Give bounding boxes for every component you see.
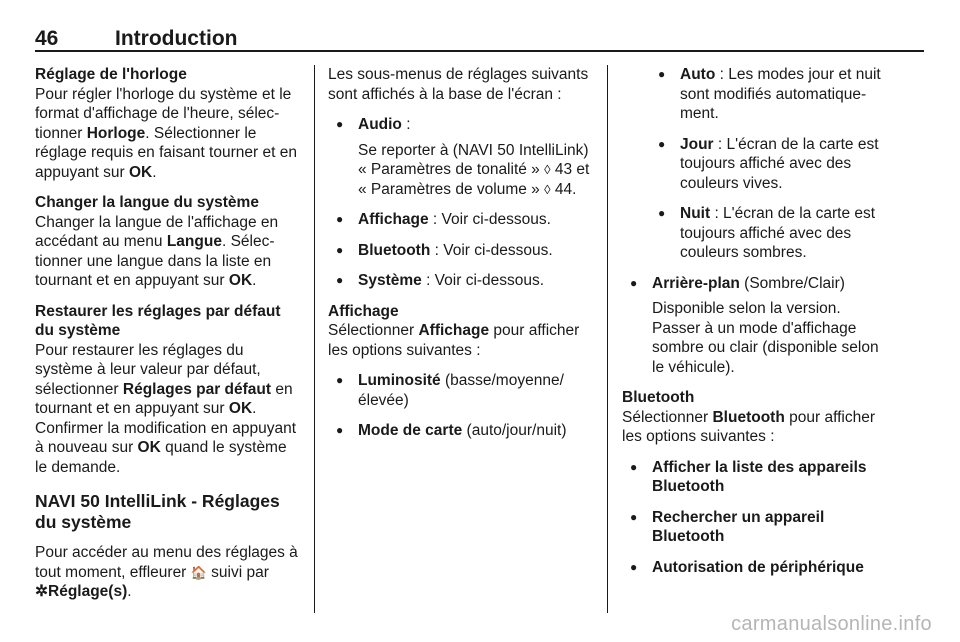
list-item: ● Rechercher un appareil Bluetooth [622,508,892,547]
column-1 [35,65,300,613]
chapter-title: Introduction [115,27,238,50]
section-title-language: Changer la langue du système [35,194,259,211]
header-rule [35,50,924,52]
submenu-list [328,115,596,291]
home-icon: 🏠 [190,564,207,580]
list-item: ● Nuit : L'écran de la carte est toujours affiché avec des couleurs sombres. [650,204,892,263]
column-2 [328,65,596,452]
column-3 [622,65,892,588]
paragraph-access-settings: Pour accéder au menu des réglages à tout moment, effleurer 🏠 suivi par ✲Réglage(s). [35,544,298,600]
list-item: ● Bluetooth : Voir ci-dessous. [328,241,596,261]
section-title-bluetooth: Bluetooth [622,389,695,406]
gear-icon: ✲ [35,583,48,600]
paragraph-clock: Pour régler l'horloge du système et le format d'affichage de l'heure, sélectionner Horloge. Sélectionner le réglage requis en faisant tourner et en appuyant sur OK. [35,85,297,181]
map-mode-list [650,65,892,263]
background-description: Disponible selon la version. Passer à un mode d'affichage sombre ou clair (disponible selon le véhicule). [652,300,879,376]
background-list [622,274,892,378]
paragraph-language: Changer la langue de l'affichage en accédant au menu Langue. Sélectionner une langue dans la liste en tournant et en appuyant sur OK. [35,213,279,289]
reference-arrow-icon: ◊ [544,162,551,177]
section-title-reset: Restaurer les réglages par défaut du système [35,302,281,339]
reference-arrow-icon: ◊ [544,181,551,197]
column-divider-2 [607,65,608,613]
list-item: ● Affichage : Voir ci-dessous. [328,210,596,230]
section-heading-navi50: NAVI 50 IntelliLink - Réglages du système [35,491,280,532]
section-title-display: Affichage [328,302,399,320]
bluetooth-options-list [622,458,892,578]
audio-reference: Se reporter à (NAVI 50 IntelliLink) « Paramètres de tonalité » ◊ 43 et « Paramètres de volume » ◊ 44. [358,141,590,198]
column-divider-1 [314,65,315,613]
list-item: ● Afficher la liste des appareils Bluetooth [622,458,892,497]
paragraph-reset: Pour restaurer les réglages du système à leur valeur par défaut, sélectionner Réglages par défaut en tournant et en appuyant sur OK. Confirmer la modification en appuyant à nouveau sur OK quand le système le demande. [35,341,297,476]
paragraph-bluetooth: Sélectionner Bluetooth pour afficher les options suivantes : [622,408,875,445]
list-item: ● Jour : L'écran de la carte est toujours affiché avec des couleurs vives. [650,135,892,194]
watermark: carmanualsonline.info [731,613,932,635]
list-item: ● Audio : Se reporter à (NAVI 50 IntelliLink) « Paramètres de tonalité » ◊ 43 et « Paramètres de volume » ◊ 44. [328,115,596,199]
section-title-clock: Réglage de l'horloge [35,66,187,83]
paragraph-submenus: Les sous-menus de réglages suivants sont affichés à la base de l'écran : [328,66,589,103]
page-number: 46 [35,27,59,50]
list-item: ● Luminosité (basse/moyenne/ élevée) [328,371,596,410]
list-item: ● Autorisation de périphérique [622,558,892,578]
paragraph-display: Sélectionner Affichage pour afficher les options suivantes : [328,322,580,359]
list-item: ● Auto : Les modes jour et nuit sont modifiés automatiquement. [650,65,892,124]
list-item: ● Arrière-plan (Sombre/Clair) Disponible selon la version. Passer à un mode d'affichage sombre ou clair (disponible selon le véhicule). [622,274,892,378]
display-options-list [328,371,596,441]
list-item: ● Système : Voir ci-dessous. [328,271,596,291]
list-item: ● Mode de carte (auto/jour/nuit) [328,421,596,441]
